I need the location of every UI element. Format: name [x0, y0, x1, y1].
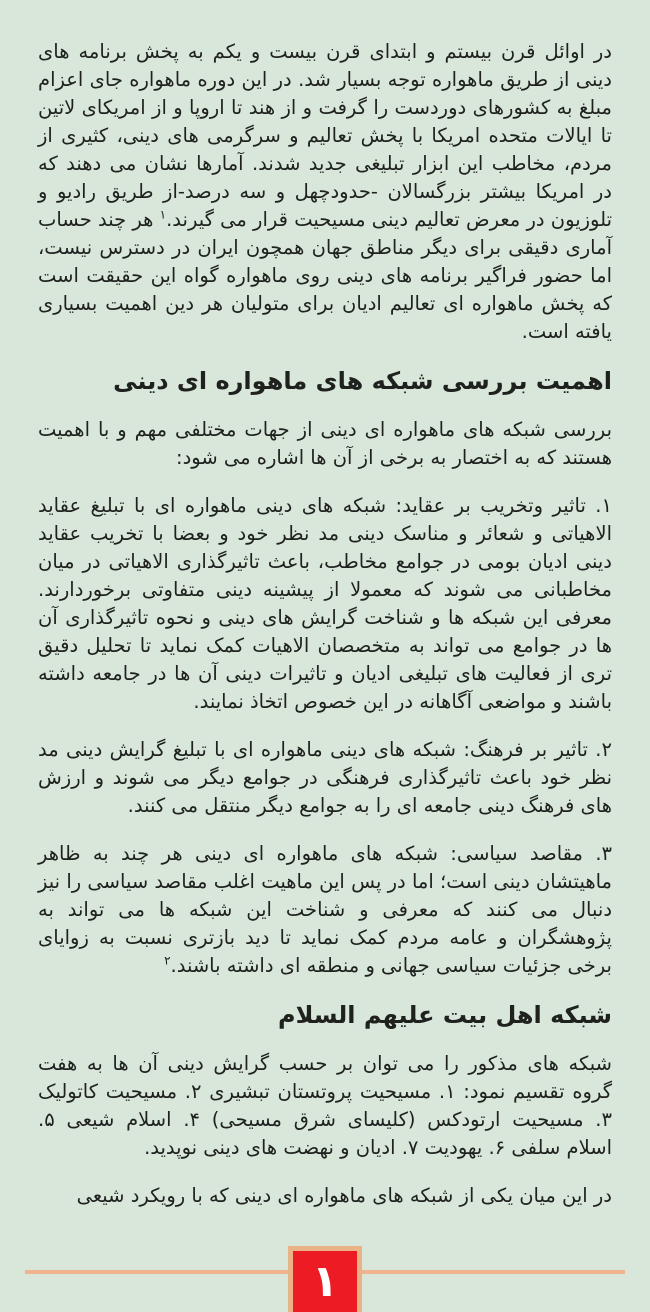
- paragraph-intro-text-a: در اوائل قرن بیستم و ابتدای قرن بیست و یکم به پخش برنامه های دینی از طریق ماهواره توجه بسیار شد. در این دوره ماهواره جای اعزام مبلغ به کشورهای دوردست را گرفت و از هند تا اروپا و از امریکای لاتین تا ایالات متحده امریکا با پخش تعالیم و سرگرمی های دینی، کثیری از مردم، مخاطب این ابزار تبلیغی جدید شدند. آمارها نشان می دهند که در امریکا بیشتر بزرگسالان -حدودچهل و سه درصد-از طریق رادیو و تلوزیون در معرض تعالیم دینی مسیحیت قرار می گیرند.: [38, 40, 612, 231]
- list-item-political-aims: [38, 840, 612, 980]
- list-item-effect-on-beliefs: ۱. تاثیر وتخریب بر عقاید: شبکه های دینی ماهواره ای با تبلیغ عقاید الاهیاتی و شعائر و مناسک دینی مد نظر خود و بعضا با تخریب عقاید دینی ادیان بومی در جوامع مخاطب، باعث تاثیرگذاری الاهیاتی در میان مخاطبانی می شوند که معمولا از پیشینه دینی متفاوتی برخوردارند. معرفی این شبکه ها و شناخت گرایش های دینی و نحوه تاثیرگذاری آن ها در جوامع می تواند به متخصصان الاهیات کمک نماید تا تحلیل دقیق تری از فعالیت های تبلیغی ادیان و تاثیرات دینی آن ها در جامعه داشته باشند و مواضعی آگاهانه در این خصوص اتخاذ نمایند.: [38, 494, 612, 713]
- list-item-effect-on-culture: ۲. تاثیر بر فرهنگ: شبکه های دینی ماهواره ای با تبلیغ گرایش دینی مد نظر خود باعث تاثیرگذاری فرهنگی در جوامع دیگر می شوند و ارزش های فرهنگ دینی جامعه ای را به جوامع دیگر منتقل می کنند.: [38, 738, 612, 817]
- paragraph-intro: [38, 38, 612, 346]
- section-heading-ahlulbayt-network: شبکه اهل بیت علیهم السلام: [278, 1001, 612, 1029]
- footnote-marker-2: ۲: [164, 953, 171, 968]
- footnote-marker-1: ۱: [159, 207, 167, 222]
- page-number-badge: [288, 1246, 362, 1312]
- paragraph-continuation: در این میان یکی از شبکه های ماهواره ای دینی که با رویکرد شیعی: [76, 1184, 612, 1207]
- list-item-political-aims-text: ۳. مقاصد سیاسی: شبکه های ماهواره ای دینی هر چند به ظاهر ماهیتشان دینی است؛ اما در پس این ماهیت اغلب مقاصد سیاسی را نیز دنبال می کنند که معرفی و شناخت این شبکه ها می تواند به پژوهشگران و عامه مردم کمک نماید تا دید بازتری نسبت به زوایای برخی جزئیات سیاسی جهانی و منطقه ای داشته باشند.: [38, 842, 612, 977]
- paragraph-overview: بررسی شبکه های ماهواره ای دینی از جهات مختلفی مهم و با اهمیت هستند که به اختصار به برخی از آن ها اشاره می شود:: [38, 418, 612, 469]
- page-number: ۱: [311, 1256, 339, 1307]
- paragraph-seven-groups: شبکه های مذکور را می توان بر حسب گرایش دینی آن ها به هفت گروه تقسیم نمود: ۱. مسیحیت پروتستان تبشیری ۲. مسیحیت کاتولیک ۳. مسیحیت ارتودکس (کلیسای شرق مسیحی) ۴. اسلام شیعی ۵. اسلام سلفی ۶. یهودیت ۷. ادیان و نهضت های دینی نوپدید.: [38, 1052, 612, 1159]
- section-heading-importance: اهمیت بررسی شبکه های ماهواره ای دینی: [113, 367, 612, 395]
- paragraph-intro-text-b: هر چند حساب آماری دقیقی برای دیگر مناطق جهان همچون ایران در دسترس نیست، اما حضور فراگیر برنامه های دینی روی ماهواره گواه این حقیقت است که پخش ماهواره ای تعالیم ادیان برای متولیان هر دین اهمیت بسیاری یافته است.: [38, 208, 612, 343]
